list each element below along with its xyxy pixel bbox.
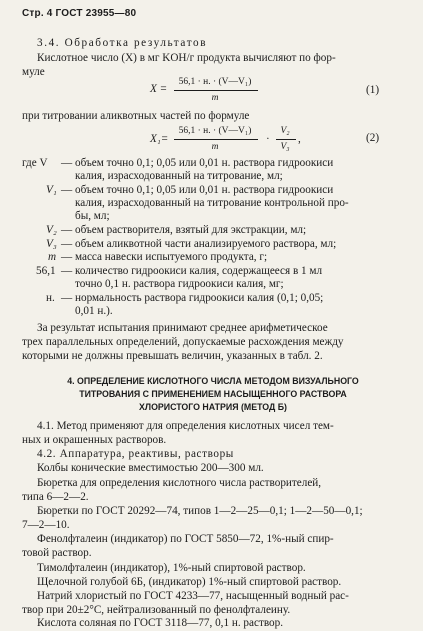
formula-1-numerator: 56,1 · н. · (V—V₁): [178, 77, 252, 87]
def-text: — объем растворителя, взятый для экстракции, мл;: [61, 224, 307, 236]
def-symbol: V₃: [46, 238, 57, 250]
paragraph-line: которыми не должны превышать величин, указанных в табл. 2.: [22, 350, 323, 362]
list-item-continuation: твор при 20±2°С, нейтрализованный по фенолфталеину.: [22, 604, 291, 616]
def-text: — нормальность раствора гидроокиси калия (0,1; 0,05;: [61, 292, 324, 304]
formula-2-numerator2: V₂: [280, 126, 290, 136]
formula-2-tail: ,: [298, 133, 301, 145]
section-3-4-title: 3.4. Обработка результатов: [37, 37, 208, 49]
def-text: бы, мл;: [75, 210, 110, 222]
page-header: Стр. 4 ГОСТ 23955—80: [22, 8, 137, 19]
list-item-continuation: 7—2—10.: [22, 519, 70, 531]
list-item: Кислота соляная по ГОСТ 3118—77, 0,1 н. раствор.: [37, 617, 284, 629]
paragraph-4-1-line-1: 4.1. Метод применяют для определения кислотных чисел тем-: [37, 420, 334, 432]
formula-2-denominator: m: [211, 142, 219, 152]
def-text: — количество гидроокиси калия, содержащееся в 1 мл: [61, 265, 323, 277]
def-symbol: 56,1: [36, 265, 56, 277]
formula-2-denominator2: V₃: [280, 142, 290, 152]
def-text: — объем точно 0,1; 0,05 или 0,01 н. раствора гидроокиси: [61, 157, 334, 169]
formula-2-numerator: 56,1 · н. · (V—V₁): [178, 126, 252, 136]
list-item-continuation: типа 6—2—2.: [22, 491, 89, 503]
section-4-2-title: 4.2. Аппаратура, реактивы, растворы: [37, 448, 234, 460]
paragraph-line: За результат испытания принимают среднее арифметическое: [37, 322, 328, 334]
list-item: Тимолфталеин (индикатор), 1%-ный спиртовой раствор.: [37, 562, 306, 574]
def-text: калия, израсходованный на титрование, мл;: [75, 170, 283, 182]
def-text: калия, израсходованный на титрование контрольной про-: [75, 197, 349, 209]
paragraph-line: трех параллельных определений, допускаемые расхождения между: [22, 336, 344, 348]
aliquot-line: при титровании аликвотных частей по формуле: [22, 110, 250, 122]
list-item: Фенолфталеин (индикатор) по ГОСТ 5850—72, 1%-ный спир-: [37, 533, 334, 545]
heading-line: ТИТРОВАНИЯ С ПРИМЕНЕНИЕМ НАСЫЩЕННОГО РАСТВОРА: [79, 389, 347, 399]
list-item: Натрий хлористый по ГОСТ 4233—77, насыщенный водный рас-: [37, 590, 349, 602]
formula-1-denominator: m: [211, 93, 219, 103]
def-symbol: н.: [46, 292, 55, 304]
def-symbol: m: [48, 251, 57, 263]
formula-2-fraction-bar: [174, 139, 258, 140]
formula-1-fraction-bar: [174, 90, 258, 91]
formula-2-dot: ·: [266, 133, 270, 145]
formula-2-number: (2): [366, 132, 380, 144]
formula-2-fraction-bar-2: [276, 139, 296, 140]
def-symbol: V₁: [46, 184, 57, 196]
list-item: Бюретка для определения кислотного числа растворителей,: [37, 477, 322, 489]
def-symbol: V₂: [46, 224, 57, 236]
def-symbol: где V: [22, 157, 48, 169]
def-text: — объем точно 0,1; 0,05 или 0,01 н. раствора гидроокиси: [61, 184, 334, 196]
def-text: 0,01 н.).: [75, 305, 113, 317]
list-item: Щелочной голубой 6Б, (индикатор) 1%-ный спиртовой раствор.: [37, 576, 342, 588]
formula-1-number: (1): [366, 84, 380, 96]
formula-2-lhs: X₁=: [150, 133, 169, 145]
intro-line-2: муле: [22, 66, 45, 78]
def-text: точно 0,1 н. раствора гидроокиси калия, мг;: [75, 278, 284, 290]
intro-line-1: Кислотное число (X) в мг KOH/г продукта вычисляют по фор-: [37, 52, 336, 64]
formula-1-lhs: X =: [150, 83, 168, 95]
list-item-continuation: товой раствор.: [22, 547, 92, 559]
list-item: Бюретки по ГОСТ 20292—74, типов 1—2—25—0,1; 1—2—50—0,1;: [37, 505, 363, 517]
def-text: — масса навески испытуемого продукта, г;: [61, 251, 268, 263]
heading-line: ХЛОРИСТОГО НАТРИЯ (МЕТОД Б): [139, 402, 287, 412]
paragraph-4-1-line-2: ных и окрашенных растворов.: [22, 434, 167, 446]
list-item: Колбы конические вместимостью 200—300 мл.: [37, 462, 264, 474]
def-text: — объем аликвотной части анализируемого раствора, мл;: [61, 238, 337, 250]
heading-line: 4. ОПРЕДЕЛЕНИЕ КИСЛОТНОГО ЧИСЛА МЕТОДОМ ВИЗУАЛЬНОГО: [67, 376, 359, 386]
